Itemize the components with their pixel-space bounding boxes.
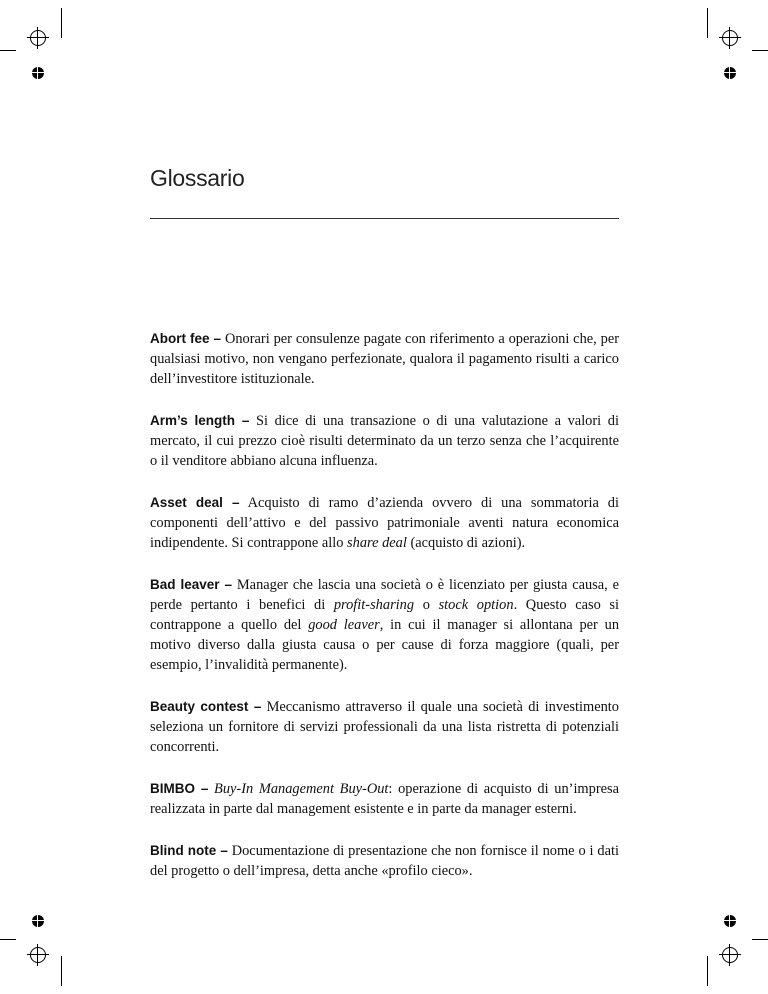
- emphasized-term: Buy-In Management Buy-Out: [214, 781, 389, 797]
- definition-text: , in cui il manager si allontana per un motivo diverso dalla giusta causa o per cause di forza maggiore (quali, per esempio, l’invalidità permanente).: [150, 617, 620, 673]
- registration-mark-bottom-right: [719, 944, 741, 966]
- glossary-entry: [150, 329, 619, 389]
- emphasized-term: share deal: [347, 535, 407, 551]
- definition-text: Acquisto di ramo d’azienda ovvero di una sommatoria di componenti dell’attivo e del passivo patrimoniale aventi natura economica indipendente. Si contrappone allo: [150, 495, 619, 551]
- crop-line: [707, 956, 708, 986]
- crop-line: [0, 939, 16, 940]
- definition-text: Manager che lascia una società o è licenziato per giusta causa, e perde pertanto i benefici di: [150, 577, 619, 613]
- glossary-entry: [150, 575, 619, 675]
- filled-mark-top-right: [724, 67, 736, 79]
- definition-text: Meccanismo attraverso il quale una società di investimento seleziona un fornitore di servizi professionali da una lista ristretta di potenziali concorrenti.: [150, 699, 619, 755]
- glossary-entry: [150, 697, 619, 757]
- glossary-entry: [150, 411, 619, 471]
- definition-text: . Questo caso si contrappone a quello del: [150, 597, 620, 633]
- definition-text: : operazione di acquisto di un’impresa realizzata in parte dal management esistente e in parte da manager esterni.: [150, 781, 619, 817]
- filled-mark-bottom-right: [724, 915, 736, 927]
- emphasized-term: good leaver: [308, 617, 380, 633]
- definition-text: (acquisto di azioni).: [406, 535, 526, 551]
- crop-line: [752, 50, 768, 51]
- registration-mark-top-right: [719, 27, 741, 49]
- glossary-term: Beauty contest –: [150, 699, 262, 714]
- crop-line: [61, 8, 62, 38]
- crop-line: [707, 8, 708, 38]
- crop-line: [61, 956, 62, 986]
- glossary-term: BIMBO –: [150, 781, 209, 796]
- definition-text: Onorari per consulenze pagate con riferimento a operazioni che, per qualsiasi motivo, non vengano perfezionate, qualora il pagamento risulti a carico dell’investitore istituzionale.: [150, 331, 620, 387]
- registration-mark-top-left: [27, 27, 49, 49]
- glossary-term: Arm’s length –: [150, 413, 250, 428]
- glossary-term: Blind note –: [150, 843, 228, 858]
- registration-mark-bottom-left: [27, 944, 49, 966]
- crop-line: [0, 50, 16, 51]
- definition-text: o: [414, 597, 439, 613]
- crop-line: [752, 939, 768, 940]
- definition-text: Si dice di una transazione o di una valutazione a valori di mercato, il cui prezzo cioè risulti determinato da un terzo senza che l’acquirente o il venditore abbiano alcuna influenza.: [150, 413, 619, 469]
- filled-mark-bottom-left: [32, 915, 44, 927]
- glossary-list: [150, 329, 619, 903]
- emphasized-term: profit-sharing: [333, 597, 415, 613]
- glossary-term: Bad leaver –: [150, 577, 233, 592]
- filled-mark-top-left: [32, 67, 44, 79]
- definition-text: Documentazione di presentazione che non fornisce il nome o i dati del progetto o dell’impresa, detta anche «profilo cieco».: [150, 843, 620, 879]
- glossary-entry: [150, 841, 619, 881]
- glossary-term: Abort fee –: [150, 331, 222, 346]
- page-title: Glossario: [150, 165, 245, 192]
- emphasized-term: stock option: [438, 597, 514, 613]
- glossary-entry: [150, 493, 619, 553]
- glossary-term: Asset deal –: [150, 495, 240, 510]
- glossary-entry: [150, 779, 619, 819]
- title-rule: [150, 218, 619, 219]
